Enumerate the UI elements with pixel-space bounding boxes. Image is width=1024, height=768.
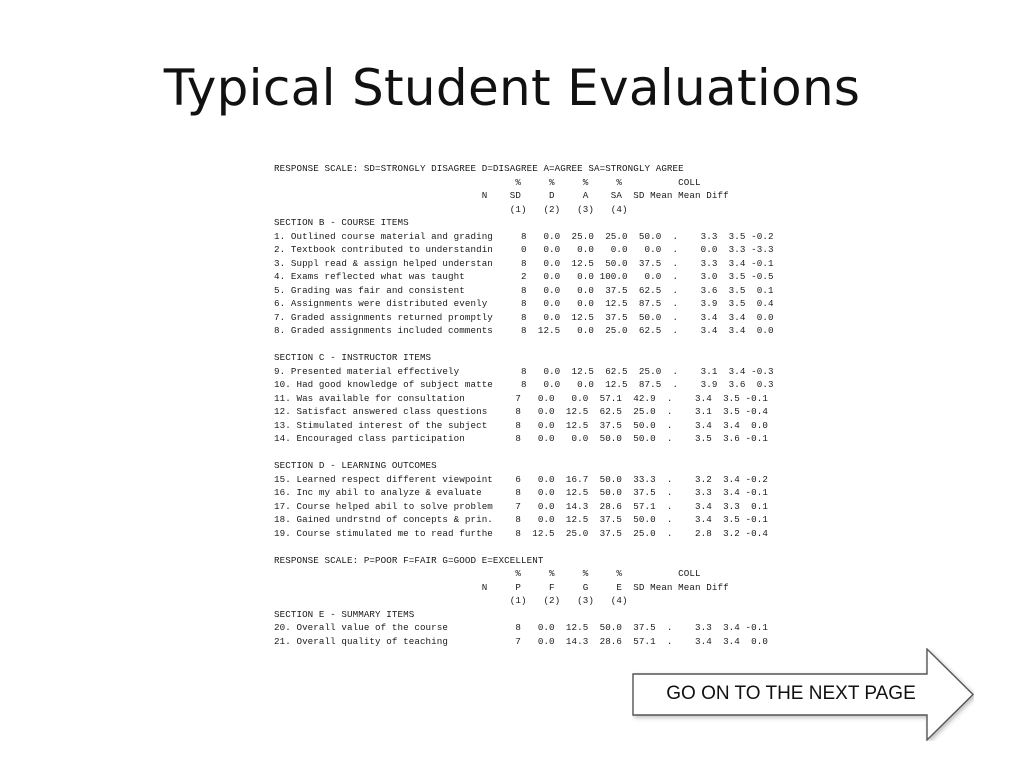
report-line: 10. Had good knowledge of subject matte 8 0.0 0.0 12.5 87.5 . 3.9 3.6 0.3 — [274, 379, 774, 390]
report-line: 3. Suppl read & assign helped understan 8 0.0 12.5 50.0 37.5 . 3.3 3.4 -0.1 — [274, 257, 774, 269]
evaluation-report — [274, 162, 774, 648]
report-line: (1) (2) (3) (4) — [274, 595, 628, 606]
report-line: SECTION B - COURSE ITEMS — [274, 217, 409, 228]
report-line: % % % % COLL — [274, 176, 701, 188]
report-line: 20. Overall value of the course 8 0.0 12.5 50.0 37.5 . 3.3 3.4 -0.1 — [274, 622, 768, 633]
report-line: SECTION E - SUMMARY ITEMS — [274, 608, 415, 620]
report-line: RESPONSE SCALE: P=POOR F=FAIR G=GOOD E=EXCELLENT — [274, 554, 544, 566]
report-blank-line — [274, 446, 774, 460]
report-line: 13. Stimulated interest of the subject 8 0.0 12.5 37.5 50.0 . 3.4 3.4 0.0 — [274, 419, 768, 431]
report-line: 1. Outlined course material and grading 8 0.0 25.0 25.0 50.0 . 3.3 3.5 -0.2 — [274, 230, 774, 242]
report-line: 18. Gained undrstnd of concepts & prin. 8 0.0 12.5 37.5 50.0 . 3.4 3.5 -0.1 — [274, 514, 768, 525]
report-line: 19. Course stimulated me to read furthe 8 12.5 25.0 37.5 25.0 . 2.8 3.2 -0.4 — [274, 527, 768, 539]
report-line: 21. Overall quality of teaching 7 0.0 14.3 28.6 57.1 . 3.4 3.4 0.0 — [274, 635, 768, 647]
report-line: RESPONSE SCALE: SD=STRONGLY DISAGREE D=DISAGREE A=AGREE SA=STRONGLY AGREE — [274, 163, 684, 174]
report-line: 5. Grading was fair and consistent 8 0.0 0.0 37.5 62.5 . 3.6 3.5 0.1 — [274, 284, 774, 296]
report-line: 6. Assignments were distributed evenly 8 0.0 0.0 12.5 87.5 . 3.9 3.5 0.4 — [274, 298, 774, 309]
next-page-button[interactable] — [632, 648, 974, 741]
report-line: 17. Course helped abil to solve problem 7 0.0 14.3 28.6 57.1 . 3.4 3.3 0.1 — [274, 500, 768, 512]
report-line: % % % % COLL — [274, 568, 701, 579]
report-line: N P F G E SD Mean Mean Diff — [274, 581, 729, 593]
report-line: 14. Encouraged class participation 8 0.0 0.0 50.0 50.0 . 3.5 3.6 -0.1 — [274, 433, 768, 444]
report-line: 11. Was available for consultation 7 0.0 0.0 57.1 42.9 . 3.4 3.5 -0.1 — [274, 392, 768, 404]
report-line: N SD D A SA SD Mean Mean Diff — [274, 190, 729, 201]
report-line: 7. Graded assignments returned promptly 8 0.0 12.5 37.5 50.0 . 3.4 3.4 0.0 — [274, 311, 774, 323]
report-blank-line — [274, 338, 774, 352]
report-line: SECTION D - LEARNING OUTCOMES — [274, 460, 437, 471]
report-line: 15. Learned respect different viewpoint 6 0.0 16.7 50.0 33.3 . 3.2 3.4 -0.2 — [274, 473, 768, 485]
slide-title: Typical Student Evaluations — [163, 59, 861, 117]
report-line: 8. Graded assignments included comments 8 12.5 0.0 25.0 62.5 . 3.4 3.4 0.0 — [274, 325, 774, 336]
report-line: 12. Satisfact answered class questions 8 0.0 12.5 62.5 25.0 . 3.1 3.5 -0.4 — [274, 406, 768, 417]
report-line: 2. Textbook contributed to understandin 0 0.0 0.0 0.0 0.0 . 0.0 3.3 -3.3 — [274, 244, 774, 255]
next-page-label: GO ON TO THE NEXT PAGE — [666, 683, 916, 704]
report-line: 4. Exams reflected what was taught 2 0.0 0.0 100.0 0.0 . 3.0 3.5 -0.5 — [274, 271, 774, 282]
report-blank-line — [274, 540, 774, 554]
report-line: 9. Presented material effectively 8 0.0 12.5 62.5 25.0 . 3.1 3.4 -0.3 — [274, 365, 774, 377]
report-line: 16. Inc my abil to analyze & evaluate 8 0.0 12.5 50.0 37.5 . 3.3 3.4 -0.1 — [274, 487, 768, 498]
report-line: SECTION C - INSTRUCTOR ITEMS — [274, 352, 432, 363]
report-line: (1) (2) (3) (4) — [274, 203, 628, 215]
